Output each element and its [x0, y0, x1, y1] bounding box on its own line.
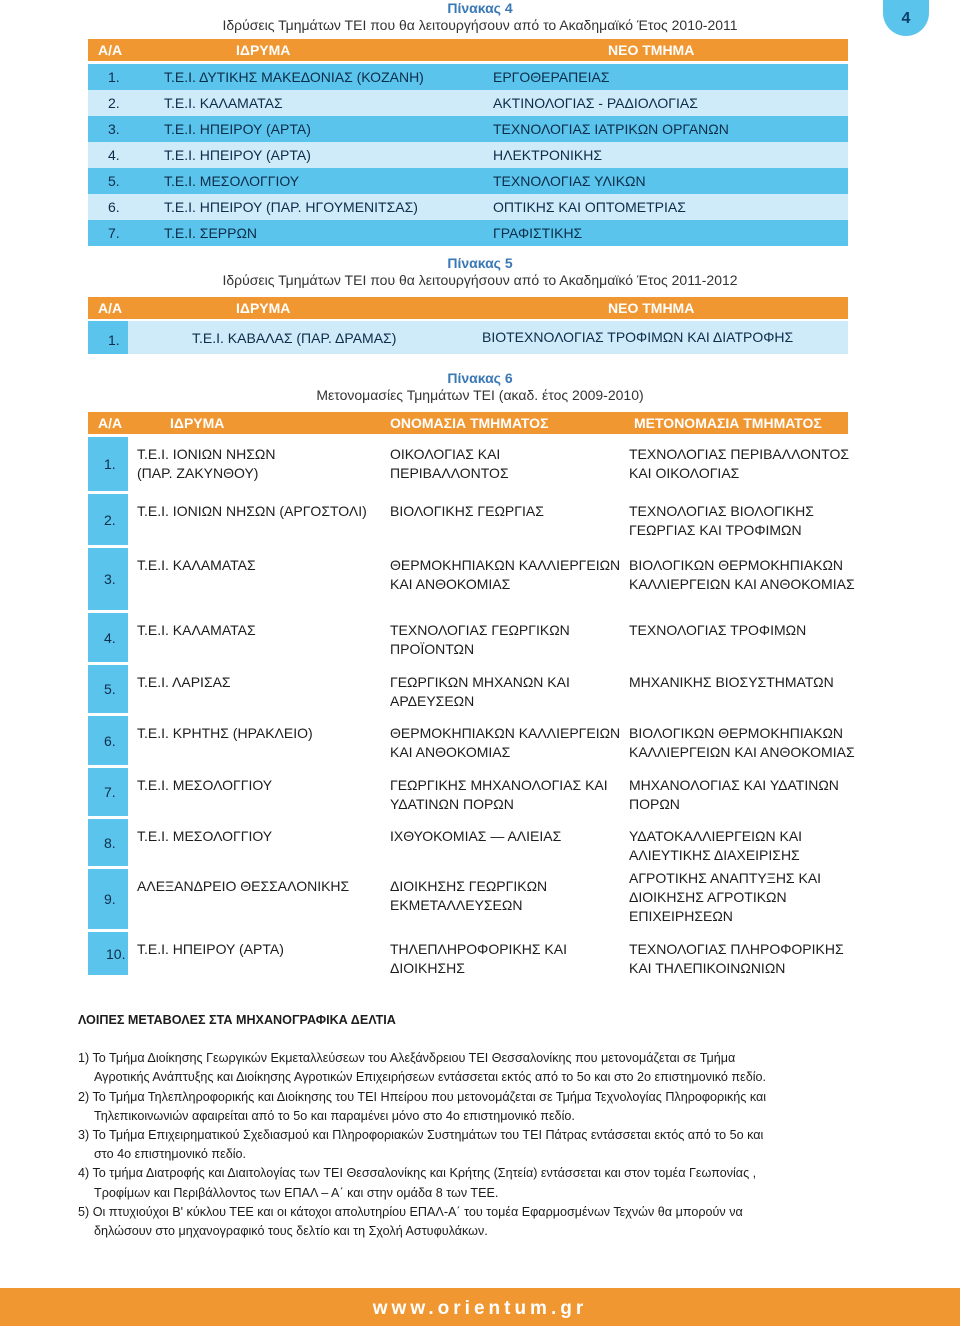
table6-institution-line: ΑΛΕΞΑΝΔΡΕΙΟ ΘΕΣΣΑΛΟΝΙΚΗΣ: [137, 878, 350, 894]
table4-num: 4.: [108, 147, 120, 163]
table4-department: ΗΛΕΚΤΡΟΝΙΚΗΣ: [493, 147, 603, 163]
table6-num: 2.: [104, 512, 116, 528]
table6-department-name-line: ΑΡΔΕΥΣΕΩΝ: [390, 693, 475, 709]
page-number-badge: 4: [883, 0, 929, 36]
table6-num-cell: [88, 494, 128, 545]
table6-institution: [137, 940, 284, 959]
table4-department: ΤΕΧΝΟΛΟΓΙΑΣ ΙΑΤΡΙΚΩΝ ΟΡΓΑΝΩΝ: [493, 121, 729, 137]
table4-row: [88, 90, 848, 116]
table6-department-name-line: ΤΗΛΕΠΛΗΡΟΦΟΡΙΚΗΣ ΚΑΙ: [390, 941, 567, 957]
table6-institution: [137, 827, 272, 846]
table4-institution: Τ.Ε.Ι. ΗΠΕΙΡΟΥ (ΑΡΤΑ): [164, 121, 311, 137]
table6-department-rename: [629, 502, 814, 540]
table6-institution-line: Τ.Ε.Ι. ΛΑΡΙΣΑΣ: [137, 674, 231, 690]
table6-num-cell: [88, 768, 128, 816]
table4-institution: Τ.Ε.Ι. ΜΕΣΟΛΟΓΓΙΟΥ: [164, 173, 300, 189]
note-item-line: 2) Το Τμήμα Τηλεπληροφορικής και Διοίκησης του ΤΕΙ Ηπείρου που μετονομάζεται σε Τμήμα Τεχνολογίας Πληροφορικής και: [78, 1089, 767, 1104]
table4-department: ΟΠΤΙΚΗΣ ΚΑΙ ΟΠΤΟΜΕΤΡΙΑΣ: [493, 199, 686, 215]
table6-institution-line: Τ.Ε.Ι. ΚΑΛΑΜΑΤΑΣ: [137, 557, 256, 573]
table6-institution: [137, 877, 349, 896]
note-item-line: 5) Οι πτυχιούχοι Β' κύκλου ΤΕΕ και οι κάτοχοι απολυτηρίου ΕΠΑΛ-Α΄ του τομέα Εφαρμοσμένων Τεχνών θα μπορούν να: [78, 1204, 743, 1219]
table4-num: 7.: [108, 225, 120, 241]
table6-department-rename-line: ΒΙΟΛΟΓΙΚΩΝ ΘΕΡΜΟΚΗΠΙΑΚΩΝ: [629, 557, 844, 573]
table6-department-name-line: ΔΙΟΙΚΗΣΗΣ ΓΕΩΡΓΙΚΩΝ: [390, 878, 548, 894]
table4-subtitle: Ιδρύσεις Τμημάτων ΤΕΙ που θα λειτουργήσουν από το Ακαδημαϊκό Έτος 2010-2011: [222, 17, 738, 33]
table6-department-name-line: ΤΕΧΝΟΛΟΓΙΑΣ ΓΕΩΡΓΙΚΩΝ: [390, 622, 570, 638]
table6-header-institution: ΙΔΡΥΜΑ: [170, 415, 225, 431]
table4-institution: Τ.Ε.Ι. ΚΑΛΑΜΑΤΑΣ: [164, 95, 283, 111]
table4-row: [88, 64, 848, 90]
table4-institution: Τ.Ε.Ι. ΗΠΕΙΡΟΥ (ΑΡΤΑ): [164, 147, 311, 163]
table6-institution: [137, 673, 231, 692]
table6-num: 9.: [104, 891, 116, 907]
note-item-line: Τροφίμων και Περιβάλλοντος των ΕΠΑΛ – Α΄ και στην ομάδα 8 των ΤΕΕ.: [94, 1185, 499, 1200]
table6-department-name-line: ΥΔΑΤΙΝΩΝ ΠΟΡΩΝ: [390, 796, 514, 812]
table4-num: 5.: [108, 173, 120, 189]
table6-department-rename-line: ΚΑΙ ΟΙΚΟΛΟΓΙΑΣ: [629, 465, 740, 481]
table4-num: 3.: [108, 121, 120, 137]
table4-department: ΑΚΤΙΝΟΛΟΓΙΑΣ - ΡΑΔΙΟΛΟΓΙΑΣ: [493, 95, 698, 111]
table6-department-rename: [629, 776, 839, 814]
table6-num-cell: [88, 819, 128, 866]
table6-institution-line: Τ.Ε.Ι. ΗΠΕΙΡΟΥ (ΑΡΤΑ): [137, 941, 284, 957]
note-item-line: στο 4ο επιστημονικό πεδίο.: [94, 1147, 247, 1162]
table5-department: ΒΙΟΤΕΧΝΟΛΟΓΙΑΣ ΤΡΟΦΙΜΩΝ ΚΑΙ ΔΙΑΤΡΟΦΗΣ: [482, 329, 794, 345]
table6-department-name-line: ΟΙΚΟΛΟΓΙΑΣ ΚΑΙ: [390, 446, 501, 462]
table6-caption: Πίνακας 6: [447, 370, 513, 386]
table4-institution: Τ.Ε.Ι. ΗΠΕΙΡΟΥ (ΠΑΡ. ΗΓΟΥΜΕΝΙΤΣΑΣ): [164, 199, 418, 215]
table6-department-name-line: ΓΕΩΡΓΙΚΗΣ ΜΗΧΑΝΟΛΟΓΙΑΣ ΚΑΙ: [390, 777, 608, 793]
table6-department-rename: [629, 445, 849, 483]
table6-num-cell: [88, 716, 128, 765]
table4-caption: Πίνακας 4: [447, 0, 513, 16]
table6-department-rename-line: ΥΔΑΤΟΚΑΛΛΙΕΡΓΕΙΩΝ ΚΑΙ: [629, 828, 803, 844]
table6-department-name: [390, 502, 544, 521]
table5-caption-block: [0, 255, 960, 289]
table4-department: ΓΡΑΦΙΣΤΙΚΗΣ: [493, 225, 583, 241]
table5-header: [88, 297, 848, 319]
table6-department-rename-line: ΑΛΙΕΥΤΙΚΗΣ ΔΙΑΧΕΙΡΙΣΗΣ: [629, 847, 800, 863]
note-item-line: δηλώσουν στο μηχανογραφικό τους δελτίο και τη Σχολή Αστυφυλάκων.: [94, 1224, 488, 1239]
table6-num: 6.: [104, 733, 116, 749]
table4-header-num: Α/Α: [98, 42, 123, 58]
notes-section: [78, 1011, 898, 1241]
table6-institution-line: Τ.Ε.Ι. ΙΟΝΙΩΝ ΝΗΣΩΝ (ΑΡΓΟΣΤΟΛΙ): [137, 503, 367, 519]
table6-num-cell: [88, 437, 128, 491]
table6-department-rename-line: ΤΕΧΝΟΛΟΓΙΑΣ ΤΡΟΦΙΜΩΝ: [629, 622, 807, 638]
table6-department-rename-line: ΤΕΧΝΟΛΟΓΙΑΣ ΠΕΡΙΒΑΛΛΟΝΤΟΣ: [629, 446, 850, 462]
table4-institution: Τ.Ε.Ι. ΣΕΡΡΩΝ: [164, 225, 258, 241]
table5-num: 1.: [108, 332, 120, 348]
table6-department-name: [390, 621, 570, 659]
table6-department-rename: [629, 556, 855, 594]
table6-department-rename-line: ΚΑΛΛΙΕΡΓΕΙΩΝ ΚΑΙ ΑΝΘΟΚΟΜΙΑΣ: [629, 744, 855, 760]
table6-institution-line: Τ.Ε.Ι. ΚΡΗΤΗΣ (ΗΡΑΚΛΕΙΟ): [137, 725, 313, 741]
table6-header-rename: ΜΕΤΟΝΟΜΑΣΙΑ ΤΜΗΜΑΤΟΣ: [634, 415, 822, 431]
table6-department-rename: [629, 869, 821, 926]
table5-institution: Τ.Ε.Ι. ΚΑΒΑΛΑΣ (ΠΑΡ. ΔΡΑΜΑΣ): [192, 330, 397, 346]
table6-department-rename-line: ΠΟΡΩΝ: [629, 796, 680, 812]
table6-department-rename-line: ΜΗΧΑΝΙΚΗΣ ΒΙΟΣΥΣΤΗΜΑΤΩΝ: [629, 674, 834, 690]
table6-department-name: [390, 673, 570, 711]
table5-header-institution: ΙΔΡΥΜΑ: [236, 300, 291, 316]
table6-department-rename: [629, 621, 806, 640]
table6-num-cell: [88, 932, 128, 975]
table4-row: [88, 220, 848, 246]
table6-header-num: Α/Α: [98, 415, 123, 431]
table6-institution: [137, 776, 272, 795]
table6-department-rename-line: ΓΕΩΡΓΙΑΣ ΚΑΙ ΤΡΟΦΙΜΩΝ: [629, 522, 802, 538]
table4-department: ΕΡΓΟΘΕΡΑΠΕΙΑΣ: [493, 69, 610, 85]
table6-department-rename-line: ΚΑΙ ΤΗΛΕΠΙΚΟΙΝΩΝΙΩΝ: [629, 960, 786, 976]
table6-department-rename-line: ΜΗΧΑΝΟΛΟΓΙΑΣ ΚΑΙ ΥΔΑΤΙΝΩΝ: [629, 777, 839, 793]
table6-department-name-line: ΙΧΘΥΟΚΟΜΙΑΣ — ΑΛΙΕΙΑΣ: [390, 828, 562, 844]
table4-row: [88, 116, 848, 142]
table6-num-cell: [88, 869, 128, 929]
note-item-line: 1) Το Τμήμα Διοίκησης Γεωργικών Εκμεταλλεύσεων του Αλεξάνδρειου ΤΕΙ Θεσσαλονίκης που μετονομάζεται σε Τμήμα: [78, 1051, 736, 1066]
table6-department-name: [390, 827, 561, 846]
table6-institution: [137, 502, 367, 521]
table6-department-name-line: ΔΙΟΙΚΗΣΗΣ: [390, 960, 465, 976]
table6-institution-line: Τ.Ε.Ι. ΜΕΣΟΛΟΓΓΙΟΥ: [137, 828, 273, 844]
table6-num: 1.: [104, 456, 116, 472]
notes-heading: ΛΟΙΠΕΣ ΜΕΤΑΒΟΛΕΣ ΣΤΑ ΜΗΧΑΝΟΓΡΑΦΙΚΑ ΔΕΛΤΙΑ: [78, 1013, 396, 1027]
table6-department-name-line: ΓΕΩΡΓΙΚΩΝ ΜΗΧΑΝΩΝ ΚΑΙ: [390, 674, 570, 690]
table6-header: [88, 412, 848, 434]
table5-header-num: Α/Α: [98, 300, 123, 316]
table6-num-cell: [88, 613, 128, 662]
table6-department-name-line: ΚΑΙ ΑΝΘΟΚΟΜΙΑΣ: [390, 744, 511, 760]
table5-caption: Πίνακας 5: [447, 255, 513, 271]
table5-header-department: ΝΕΟ ΤΜΗΜΑ: [608, 300, 695, 316]
note-item-line: Τηλεπικοινωνιών αφαιρείται από το 5ο και παραμένει μόνο στο 4ο επιστημονικό πεδίο.: [94, 1108, 575, 1123]
table4-num: 1.: [108, 69, 120, 85]
table6-department-rename-line: ΤΕΧΝΟΛΟΓΙΑΣ ΠΛΗΡΟΦΟΡΙΚΗΣ: [629, 941, 844, 957]
table6-num: 4.: [104, 630, 116, 646]
table4-num: 2.: [108, 95, 120, 111]
table6-num-cell: [88, 665, 128, 713]
table6-num-cell: [88, 548, 128, 610]
table6-institution-line: Τ.Ε.Ι. ΙΟΝΙΩΝ ΝΗΣΩΝ: [137, 446, 276, 462]
table6-department-rename-line: ΤΕΧΝΟΛΟΓΙΑΣ ΒΙΟΛΟΓΙΚΗΣ: [629, 503, 814, 519]
table6-department-name-line: ΚΑΙ ΑΝΘΟΚΟΜΙΑΣ: [390, 576, 511, 592]
table6-num: 8.: [104, 835, 116, 851]
table6-institution-line: (ΠΑΡ. ΖΑΚΥΝΘΟΥ): [137, 465, 259, 481]
table6-department-rename: [629, 827, 802, 865]
note-item-line: 3) Το Τμήμα Επιχειρηματικού Σχεδιασμού και Πληροφοριακών Συστημάτων του ΤΕΙ Πάτρας εντάσσεται εκτός από το 5ο και: [78, 1128, 764, 1143]
table6-institution: [137, 445, 276, 483]
table6-department-rename: [629, 940, 844, 978]
table6-department-rename: [629, 673, 834, 692]
table6-num: 7.: [104, 784, 116, 800]
table6-department-name: [390, 724, 620, 762]
table6-subtitle: Μετονομασίες Τμημάτων ΤΕΙ (ακαδ. έτος 2009-2010): [316, 387, 644, 403]
table6-institution: [137, 724, 313, 743]
table6-department-rename: [629, 724, 855, 762]
table6-institution-line: Τ.Ε.Ι. ΚΑΛΑΜΑΤΑΣ: [137, 622, 256, 638]
table4-department: ΤΕΧΝΟΛΟΓΙΑΣ ΥΛΙΚΩΝ: [493, 173, 646, 189]
table6-department-rename-line: ΚΑΛΛΙΕΡΓΕΙΩΝ ΚΑΙ ΑΝΘΟΚΟΜΙΑΣ: [629, 576, 855, 592]
footer-bar: [0, 1288, 960, 1326]
table6-department-name-line: ΠΕΡΙΒΑΛΛΟΝΤΟΣ: [390, 465, 509, 481]
table4-institution: Τ.Ε.Ι. ΔΥΤΙΚΗΣ ΜΑΚΕΔΟΝΙΑΣ (ΚΟΖΑΝΗ): [164, 69, 424, 85]
table6-department-name-line: ΘΕΡΜΟΚΗΠΙΑΚΩΝ ΚΑΛΛΙΕΡΓΕΙΩΝ: [390, 725, 621, 741]
table6-department-name: [390, 445, 509, 483]
table6-department-rename-line: ΑΓΡΟΤΙΚΗΣ ΑΝΑΠΤΥΞΗΣ ΚΑΙ: [629, 870, 822, 886]
table6-caption-block: [0, 370, 960, 404]
table6-department-name: [390, 940, 567, 978]
note-item-line: Αγροτικής Ανάπτυξης και Διοίκησης Αγροτικών Επιχειρήσεων εντάσσεται εκτός από το 5ο και στο 2ο επιστημονικό πεδίο.: [94, 1070, 767, 1085]
table6-department-rename-line: ΕΠΙΧΕΙΡΗΣΕΩΝ: [629, 908, 733, 924]
table4-row: [88, 194, 848, 220]
table6-department-name-line: ΕΚΜΕΤΑΛΛΕΥΣΕΩΝ: [390, 897, 523, 913]
table6-department-rename-line: ΒΙΟΛΟΓΙΚΩΝ ΘΕΡΜΟΚΗΠΙΑΚΩΝ: [629, 725, 844, 741]
table6-department-name-line: ΠΡΟΪΟΝΤΩΝ: [390, 641, 475, 657]
table6-department-name: [390, 556, 620, 594]
table6-department-name: [390, 877, 547, 915]
table4-header: [88, 39, 848, 61]
table6-institution: [137, 556, 256, 575]
table4-header-department: ΝΕΟ ΤΜΗΜΑ: [608, 42, 695, 58]
table6-institution: [137, 621, 256, 640]
table4-row: [88, 168, 848, 194]
table6-num: 10.: [106, 946, 126, 962]
note-item-line: 4) Το τμήμα Διατροφής και Διαιτολογίας των ΤΕΙ Θεσσαλονίκης και Κρήτης (Σητεία) εντάσσεται και στον τομέα Γεωπονίας ,: [78, 1166, 757, 1181]
table6-department-name-line: ΒΙΟΛΟΓΙΚΗΣ ΓΕΩΡΓΙΑΣ: [390, 503, 544, 519]
table6-num: 3.: [104, 571, 116, 587]
table6-header-name: ΟΝΟΜΑΣΙΑ ΤΜΗΜΑΤΟΣ: [390, 415, 549, 431]
table6-department-name: [390, 776, 608, 814]
table5-subtitle: Ιδρύσεις Τμημάτων ΤΕΙ που θα λειτουργήσουν από το Ακαδημαϊκό Έτος 2011-2012: [222, 272, 738, 288]
table4-num: 6.: [108, 199, 120, 215]
table6-department-rename-line: ΔΙΟΙΚΗΣΗΣ ΑΓΡΟΤΙΚΩΝ: [629, 889, 787, 905]
notes-list: [78, 1049, 898, 1241]
table6-num: 5.: [104, 681, 116, 697]
table4-header-institution: ΙΔΡΥΜΑ: [236, 42, 291, 58]
table6-department-name-line: ΘΕΡΜΟΚΗΠΙΑΚΩΝ ΚΑΛΛΙΕΡΓΕΙΩΝ: [390, 557, 621, 573]
footer-url[interactable]: www.orientum.gr: [372, 1298, 588, 1319]
table5-row: [88, 321, 848, 354]
table4-caption-block: [0, 0, 960, 34]
table6-institution-line: Τ.Ε.Ι. ΜΕΣΟΛΟΓΓΙΟΥ: [137, 777, 273, 793]
table4-row: [88, 142, 848, 168]
